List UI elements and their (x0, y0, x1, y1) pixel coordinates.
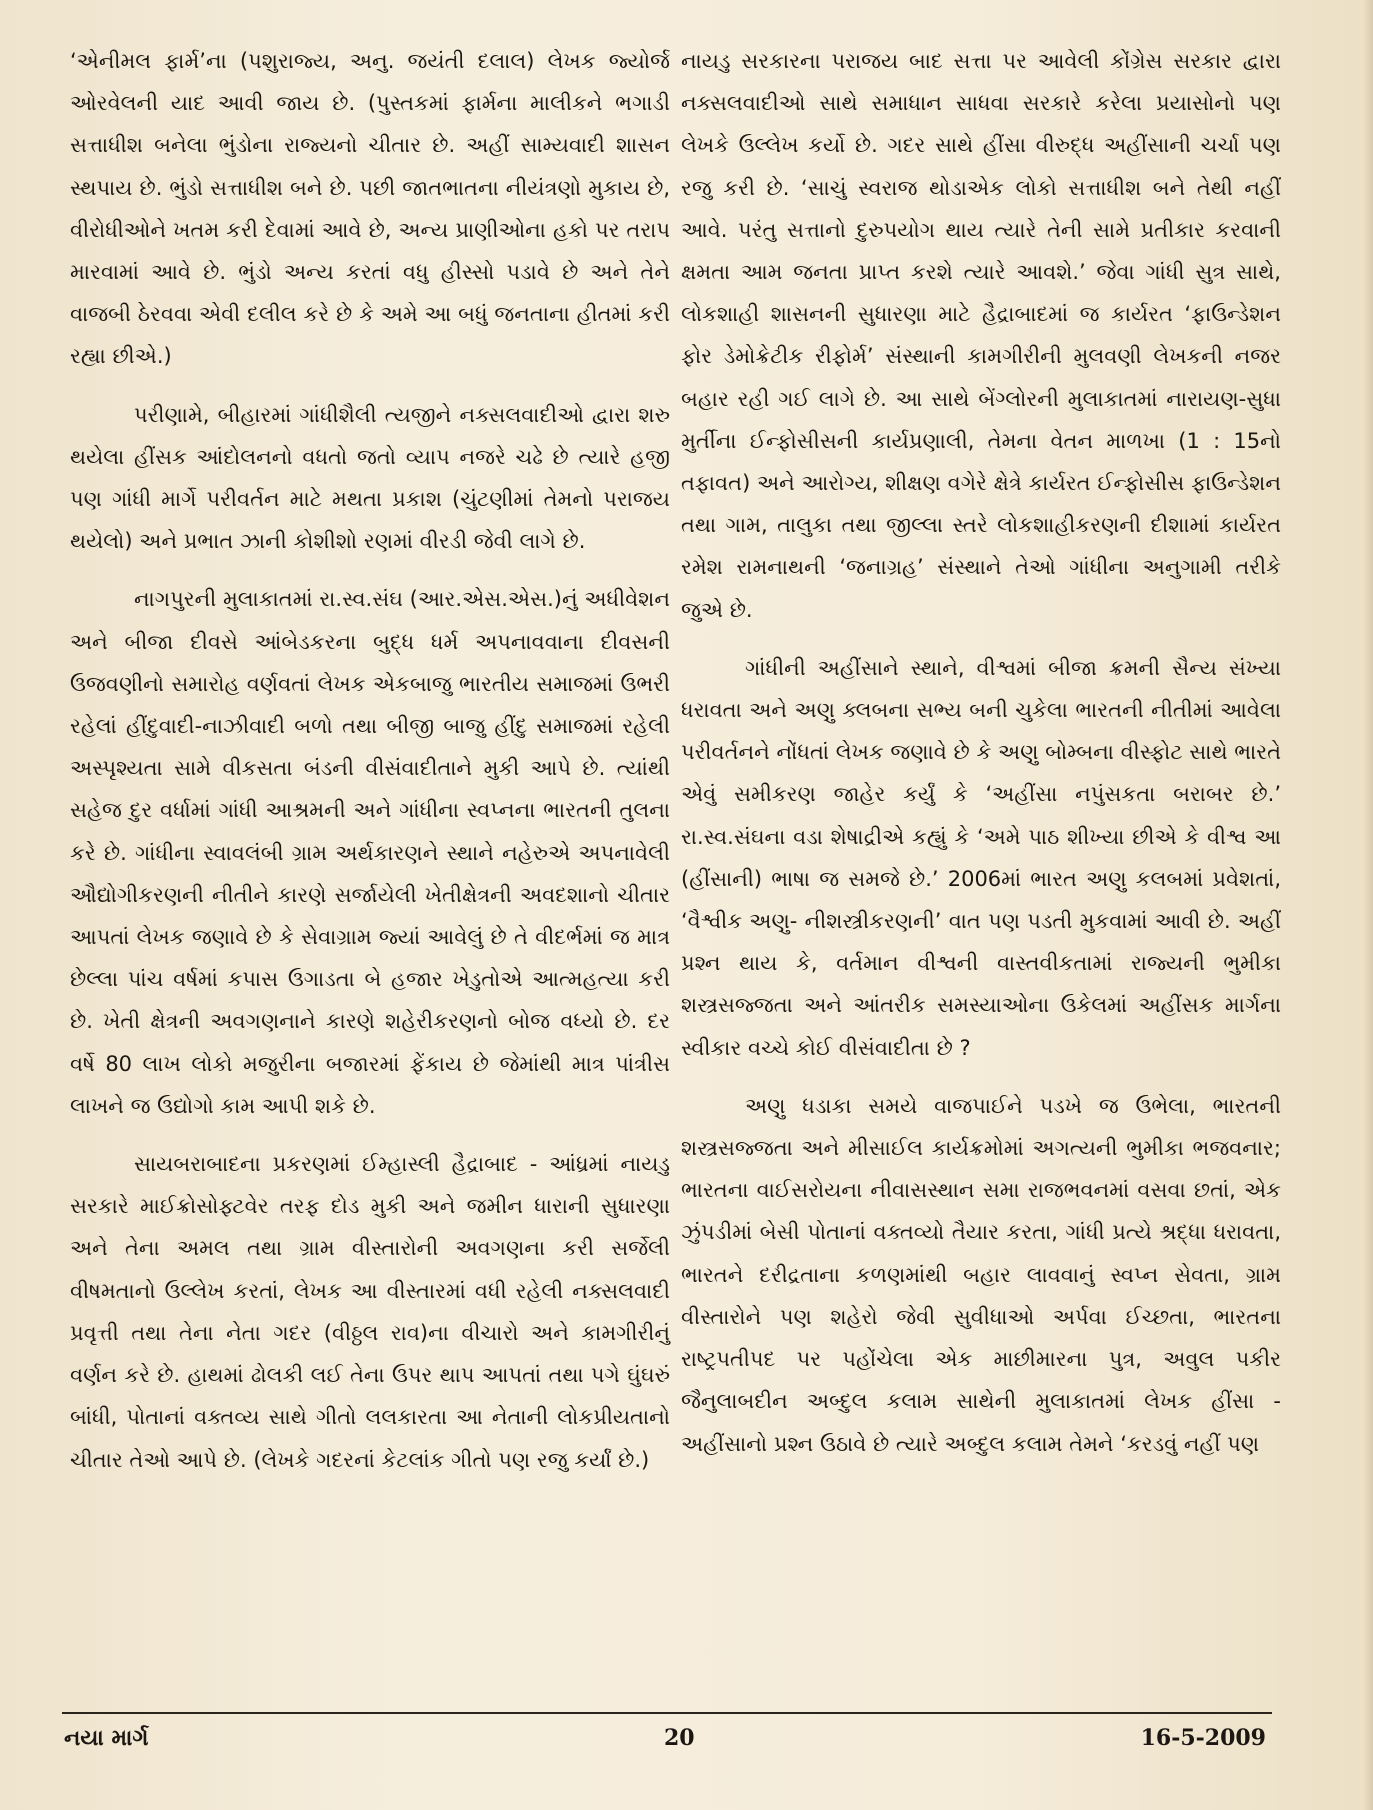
page-edge-shadow (1363, 0, 1373, 1810)
paragraph: નાયડુ સરકારના પરાજય બાદ સત્તા પર આવેલી કોંગ્રેસ સરકાર દ્વારા નક્સલવાદીઓ સાથે સમાધાન સાધવા સરકારે કરેલા પ્રયાસોનો પણ લેખકે ઉલ્લેખ કર્યો છે. ગદર સાથે હીંસા વીરુદ્ધ અહીંસાની ચર્ચા પણ રજુ કરી છે. ‘સાચું સ્વરાજ થોડાએક લોકો સત્તાધીશ બને તેથી નહીં આવે. પરંતુ સત્તાનો દુરુપયોગ થાય ત્યારે તેની સામે પ્રતીકાર કરવાની ક્ષમતા આમ જનતા પ્રાપ્ત કરશે ત્યારે આવશે.’ જેવા ગાંધી સુત્ર સાથે, લોકશાહી શાસનની સુધારણા માટે હૈદ્રાબાદમાં જ કાર્યરત ‘ફાઉન્ડેશન ફોર ડેમોક્રેટીક રીફોર્મ’ સંસ્થાની કામગીરીની મુલવણી લેખકની નજર બહાર રહી ગઈ લાગે છે. આ સાથે બેંગ્લોરની મુલાકાતમાં નારાયણ-સુધા મુર્તીના ઈન્ફોસીસની કાર્યપ્રણાલી, તેમના વેતન માળખા (1 : 15નો તફાવત) અને આરોગ્ય, શીક્ષણ વગેરે ક્ષેત્રે કાર્યરત ઈન્ફોસીસ ફાઉન્ડેશન તથા ગામ, તાલુકા તથા જીલ્લા સ્તરે લોકશાહીકરણની દીશામાં કાર્યરત રમેશ રામનાથની ‘જનાગ્રહ’ સંસ્થાને તેઓ ગાંધીના અનુગામી તરીકે જુએ છે. (681, 49, 1281, 622)
publication-name: નયા માર્ગ (64, 1725, 149, 1751)
paragraph: ગાંધીની અહીંસાને સ્થાને, વીશ્વમાં બીજા ક્રમની સૈન્ય સંખ્યા ધરાવતા અને અણુ ક્લબના સભ્ય બની ચુકેલા ભારતની નીતીમાં આવેલા પરીવર્તનને નોંધતાં લેખક જણાવે છે કે અણુ બોમ્બના વીસ્ફોટ સાથે ભારતે એવું સમીકરણ જાહેર કર્યું કે ‘અહીંસા નપુંસકતા બરાબર છે.’ રા.સ્વ.સંઘના વડા શેષાદ્રીએ કહ્યું કે ‘અમે પાઠ શીખ્યા છીએ કે વીશ્વ આ (હીંસાની) ભાષા જ સમજે છે.’ 2006માં ભારત અણુ કલબમાં પ્રવેશતાં, ‘વૈશ્વીક અણુ- નીશસ્ત્રીકરણની’ વાત પણ પડતી મુકવામાં આવી છે. અહીં પ્રશ્ન થાય કે, વર્તમાન વીશ્વની વાસ્તવીકતામાં રાજ્યની ભુમીકા શસ્ત્રસજ્જતા અને આંતરીક સમસ્યાઓના ઉકેલમાં અહીંસક માર્ગના સ્વીકાર વચ્ચે કોઈ વીસંવાદીતા છે ? (681, 655, 1281, 1060)
footer-divider (62, 1712, 1272, 1714)
left-text-column (70, 40, 670, 1481)
paragraph: અણુ ધડાકા સમયે વાજપાઈને પડખે જ ઉભેલા, ભારતની શસ્ત્રસજ્જતા અને મીસાઈલ કાર્યક્રમોમાં અગત્યની ભુમીકા ભજવનાર; ભારતના વાઈસરોયના નીવાસસ્થાન સમા રાજભવનમાં વસવા છતાં, એક ઝુંપડીમાં બેસી પોતાનાં વક્તવ્યો તૈયાર કરતા, ગાંધી પ્રત્યે શ્રદ્ધા ધરાવતા, ભારતને દરીદ્રતાના કળણમાંથી બહાર લાવવાનું સ્વપ્ન સેવતા, ગ્રામ વીસ્તારોને પણ શહેરો જેવી સુવીધાઓ અર્પવા ઈચ્છતા, ભારતના રાષ્ટ્રપતીપદ પર પહોંચેલા એક માછીમારના પુત્ર, અવુલ પકીર જૈનુલાબદીન અબ્દુલ કલામ સાથેની મુલાકાતમાં લેખક હીંસા - અહીંસાનો પ્રશ્ન ઉઠાવે છે ત્યારે અબ્દુલ કલામ તેમને ‘કરડવું નહીં પણ (681, 1093, 1281, 1456)
right-text-column (681, 40, 1281, 1465)
paragraph: ‘એનીમલ ફાર્મ’ના (પશુરાજ્ય, અનુ. જયંતી દલાલ) લેખક જ્યોર્જ ઓરવેલની યાદ આવી જાય છે. (પુસ્તકમાં ફાર્મના માલીકને ભગાડી સત્તાધીશ બનેલા ભુંડોના રાજ્યનો ચીતાર છે. અહીં સામ્યવાદી શાસન સ્થપાય છે. ભુંડો સત્તાધીશ બને છે. પછી જાતભાતના નીયંત્રણો મુકાય છે, વીરોધીઓને ખતમ કરી દેવામાં આવે છે, અન્ય પ્રાણીઓના હકો પર તરાપ મારવામાં આવે છે. ભુંડો અન્ય કરતાં વધુ હીસ્સો પડાવે છે અને તેને વાજબી ઠેરવવા એવી દલીલ કરે છે કે અમે આ બધું જનતાના હીતમાં કરી રહ્યા છીએ.) (70, 49, 670, 369)
issue-date: 16-5-2009 (1140, 1725, 1266, 1751)
paragraph: નાગપુરની મુલાકાતમાં રા.સ્વ.સંઘ (આર.એસ.એસ.)નું અધીવેશન અને બીજા દીવસે આંબેડકરના બુદ્ધ ધર્મ અપનાવવાના દીવસની ઉજવણીનો સમારોહ વર્ણવતાં લેખક એકબાજુ ભારતીય સમાજમાં ઉભરી રહેલાં હીંદુવાદી-નાઝીવાદી બળો તથા બીજી બાજુ હીંદુ સમાજમાં રહેલી અસ્પૃશ્યતા સામે વીકસતા બંડની વીસંવાદીતાને મુકી આપે છે. ત્યાંથી સહેજ દુર વર્ધામાં ગાંધી આશ્રમની અને ગાંધીના સ્વપ્નના ભારતની તુલના કરે છે. ગાંધીના સ્વાવલંબી ગ્રામ અર્થકારણને સ્થાને નહેરુએ અપનાવેલી ઔદ્યોગીકરણની નીતીને કારણે સર્જાયેલી ખેતીક્ષેત્રની અવદશાનો ચીતાર આપતાં લેખક જણાવે છે કે સેવાગ્રામ જ્યાં આવેલું છે તે વીદર્ભમાં જ માત્ર છેલ્લા પાંચ વર્ષમાં કપાસ ઉગાડતા બે હજાર ખેડુતોએ આત્મહત્યા કરી છે. ખેતી ક્ષેત્રની અવગણનાને કારણે શહેરીકરણનો બોજ વધ્યો છે. દર વર્ષે 80 લાખ લોકો મજુરીના બજારમાં ફેંકાય છે જેમાંથી માત્ર પાંત્રીસ લાખને જ ઉદ્યોગો કામ આપી શકે છે. (70, 587, 670, 1118)
paragraph: પરીણામે, બીહારમાં ગાંધીશૈલી ત્યજીને નક્સલવાદીઓ દ્વારા શરુ થયેલા હીંસક આંદોલનનો વધતો જતો વ્યાપ નજરે ચઢે છે ત્યારે હજી પણ ગાંધી માર્ગે પરીવર્તન માટે મથતા પ્રકાશ (ચુંટણીમાં તેમનો પરાજય થયેલો) અને પ્રભાત ઝાની કોશીશો રણમાં વીરડી જેવી લાગે છે. (70, 402, 670, 554)
page-number: 20 (664, 1725, 695, 1751)
paragraph: સાયબરાબાદના પ્રકરણમાં ઈમ્હાસ્લી હૈદ્રાબાદ - આંધ્રમાં નાયડુ સરકારે માઈક્રોસોફ્ટવેર તરફ દોડ મુકી અને જમીન ધારાની સુધારણા અને તેના અમલ તથા ગ્રામ વીસ્તારોની અવગણના કરી સર્જેલી વીષમતાનો ઉલ્લેખ કરતાં, લેખક આ વીસ્તારમાં વધી રહેલી નક્સલવાદી પ્રવૃત્તી તથા તેના નેતા ગદર (વીઠ્ઠલ રાવ)ના વીચારો અને કામગીરીનું વર્ણન કરે છે. હાથમાં ઢોલકી લઈ તેના ઉપર થાપ આપતાં તથા પગે ઘુંઘરું બાંધી, પોતાનાં વક્તવ્ય સાથે ગીતો લલકારતા આ નેતાની લોકપ્રીયતાનો ચીતાર તેઓ આપે છે. (લેખકે ગદરનાં કેટલાંક ગીતો પણ રજુ કર્યાં છે.) (70, 1152, 670, 1472)
